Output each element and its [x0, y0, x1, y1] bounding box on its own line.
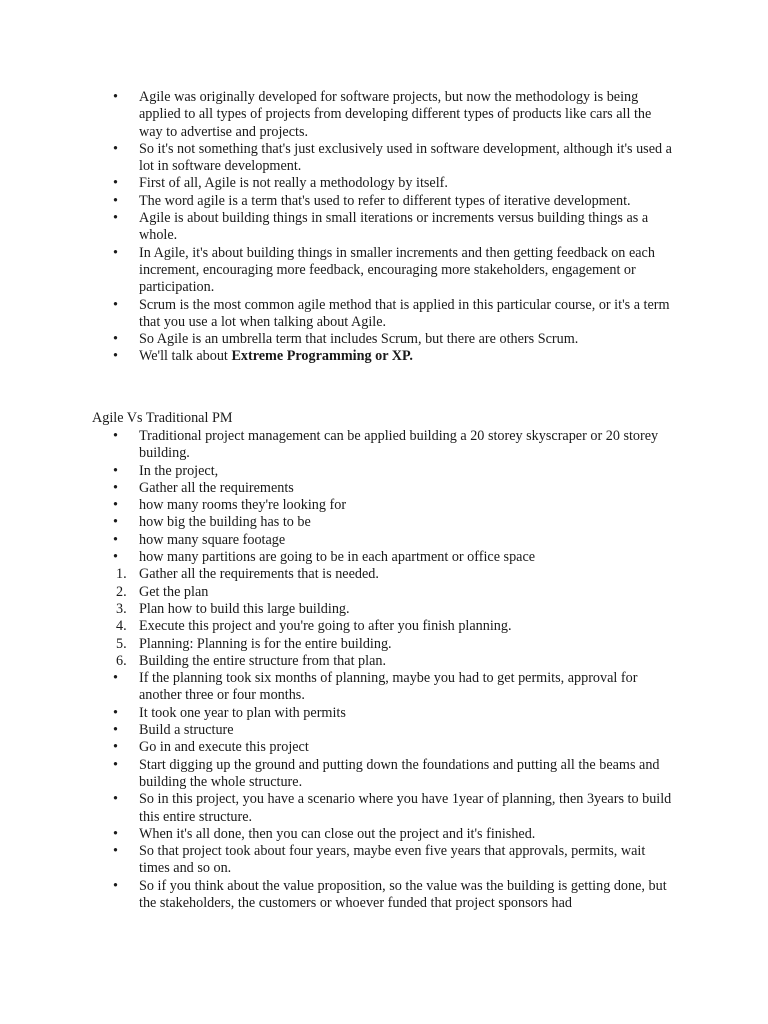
bullet-icon: •: [113, 428, 118, 444]
bullet-icon: •: [113, 739, 118, 756]
list-item-text: So that project took about four years, maybe even five years that approvals, permits, wait times and so on.: [139, 843, 646, 877]
bullet-icon: •: [113, 192, 118, 209]
bullet-icon: •: [113, 244, 118, 261]
list-item-text: Plan how to build this large building.: [139, 600, 350, 617]
bullet-icon: •: [113, 825, 118, 842]
list-number: 5.: [116, 635, 127, 652]
list-item: [0, 618, 768, 635]
list-item: [0, 89, 768, 141]
list-item-text: First of all, Agile is not really a methodology by itself.: [139, 175, 448, 192]
list-item: [0, 514, 768, 531]
list-item-text: In the project,: [139, 462, 219, 479]
list-item-text: how many partitions are going to be in each apartment or office space: [139, 549, 536, 566]
bullet-icon: •: [113, 331, 118, 348]
list-item-text: When it's all done, then you can close out the project and it's finished.: [139, 825, 536, 842]
bullet-icon: •: [113, 89, 118, 105]
list-item-text: Build a structure: [139, 722, 234, 739]
list-item-text: So Agile is an umbrella term that includes Scrum, but there are others Scrum.: [139, 331, 579, 348]
list-item-text: So it's not something that's just exclusively used in software development, although it's used a lot in software development.: [139, 140, 672, 175]
list-item: [0, 497, 768, 514]
list-item: [0, 791, 768, 826]
bullet-icon: •: [113, 531, 118, 548]
list-item-text: Gather all the requirements that is needed.: [139, 566, 379, 583]
list-item-text: If the planning took six months of planning, maybe you had to get permits, approval for another three or four months.: [139, 670, 638, 704]
bullet-icon: •: [113, 722, 118, 739]
list-item: [0, 653, 768, 670]
list-item: [0, 843, 768, 878]
section-heading: Agile Vs Traditional PM: [92, 410, 233, 426]
bullet-icon: •: [113, 140, 118, 157]
list-number: 2.: [116, 583, 127, 600]
agile-overview-list: [0, 89, 768, 366]
list-item: [0, 532, 768, 549]
agile-vs-traditional-list: [0, 428, 768, 912]
list-item: [0, 210, 768, 245]
list-item-text: Gather all the requirements: [139, 479, 294, 496]
list-item: [0, 601, 768, 618]
bullet-icon: •: [113, 462, 118, 479]
list-item-text: In Agile, it's about building things in smaller increments and then getting feedback on each increment, encouraging more feedback, encouraging more stakeholders, engagement or participation.: [139, 244, 655, 296]
list-item: [0, 331, 768, 348]
list-item-text: It took one year to plan with permits: [139, 704, 346, 721]
list-item: [0, 193, 768, 210]
list-item: [0, 566, 768, 583]
list-item: [0, 175, 768, 192]
bullet-icon: •: [113, 843, 118, 860]
list-item: [0, 705, 768, 722]
list-item: [0, 739, 768, 756]
list-item-text: Get the plan: [139, 583, 209, 600]
list-item-text: So if you think about the value proposition, so the value was the building is getting done, but the stakeholders, the customers or whoever funded that project sponsors had: [139, 877, 667, 912]
list-item-text: how many square footage: [139, 531, 286, 548]
list-item: [0, 722, 768, 739]
list-item-text: Planning: Planning is for the entire building.: [139, 635, 392, 652]
list-item: [0, 297, 768, 332]
bullet-icon: •: [113, 296, 118, 313]
list-number: 4.: [116, 618, 127, 635]
list-item: [0, 757, 768, 792]
list-item: [0, 878, 768, 913]
list-item-text: Go in and execute this project: [139, 739, 309, 756]
bullet-icon: •: [113, 549, 118, 566]
list-item-text: So in this project, you have a scenario where you have 1year of planning, then 3years to build this entire structure.: [139, 791, 672, 825]
bullet-icon: •: [113, 670, 118, 687]
bullet-icon: •: [113, 877, 118, 894]
bullet-icon: •: [113, 704, 118, 721]
bullet-icon: •: [113, 791, 118, 808]
list-item-text: The word agile is a term that's used to refer to different types of iterative development.: [139, 192, 631, 209]
list-item-text: Execute this project and you're going to after you finish planning.: [139, 618, 512, 635]
list-item: [0, 141, 768, 176]
list-item-text-prefix: We'll talk about: [139, 348, 232, 365]
list-item-text: Start digging up the ground and putting down the foundations and putting all the beams and building the whole structure.: [139, 756, 660, 790]
list-item: [0, 245, 768, 297]
list-item: [0, 549, 768, 566]
bullet-icon: •: [113, 756, 118, 773]
bullet-icon: •: [113, 175, 118, 192]
list-item: [0, 463, 768, 480]
bullet-icon: •: [113, 514, 118, 531]
bullet-icon: •: [113, 497, 118, 514]
list-item-text: Agile was originally developed for software projects, but now the methodology is being applied to all types of projects from developing different types of products like cars all the way to advertise and projects.: [139, 89, 652, 140]
list-item-text: Building the entire structure from that plan.: [139, 652, 387, 669]
bullet-icon: •: [113, 479, 118, 496]
bullet-icon: •: [113, 210, 118, 227]
list-item-bold-text: Extreme Programming or XP.: [231, 348, 413, 365]
list-number: 1.: [116, 566, 127, 583]
list-number: 6.: [116, 652, 127, 669]
list-item: [0, 348, 768, 365]
list-number: 3.: [116, 600, 127, 617]
list-item: [0, 428, 768, 463]
list-item-text: how many rooms they're looking for: [139, 497, 347, 514]
list-item: [0, 826, 768, 843]
list-item: [0, 670, 768, 705]
list-item: [0, 636, 768, 653]
list-item-text: how big the building has to be: [139, 514, 311, 531]
bullet-icon: •: [113, 348, 118, 365]
list-item-text: Agile is about building things in small iterations or increments versus building things as a whole.: [139, 210, 649, 244]
list-item: [0, 584, 768, 601]
list-item: [0, 480, 768, 497]
list-item-text: Scrum is the most common agile method that is applied in this particular course, or it's a term that you use a lot when talking about Agile.: [139, 296, 670, 330]
list-item-text: Traditional project management can be applied building a 20 storey skyscraper or 20 storey building.: [139, 428, 659, 462]
